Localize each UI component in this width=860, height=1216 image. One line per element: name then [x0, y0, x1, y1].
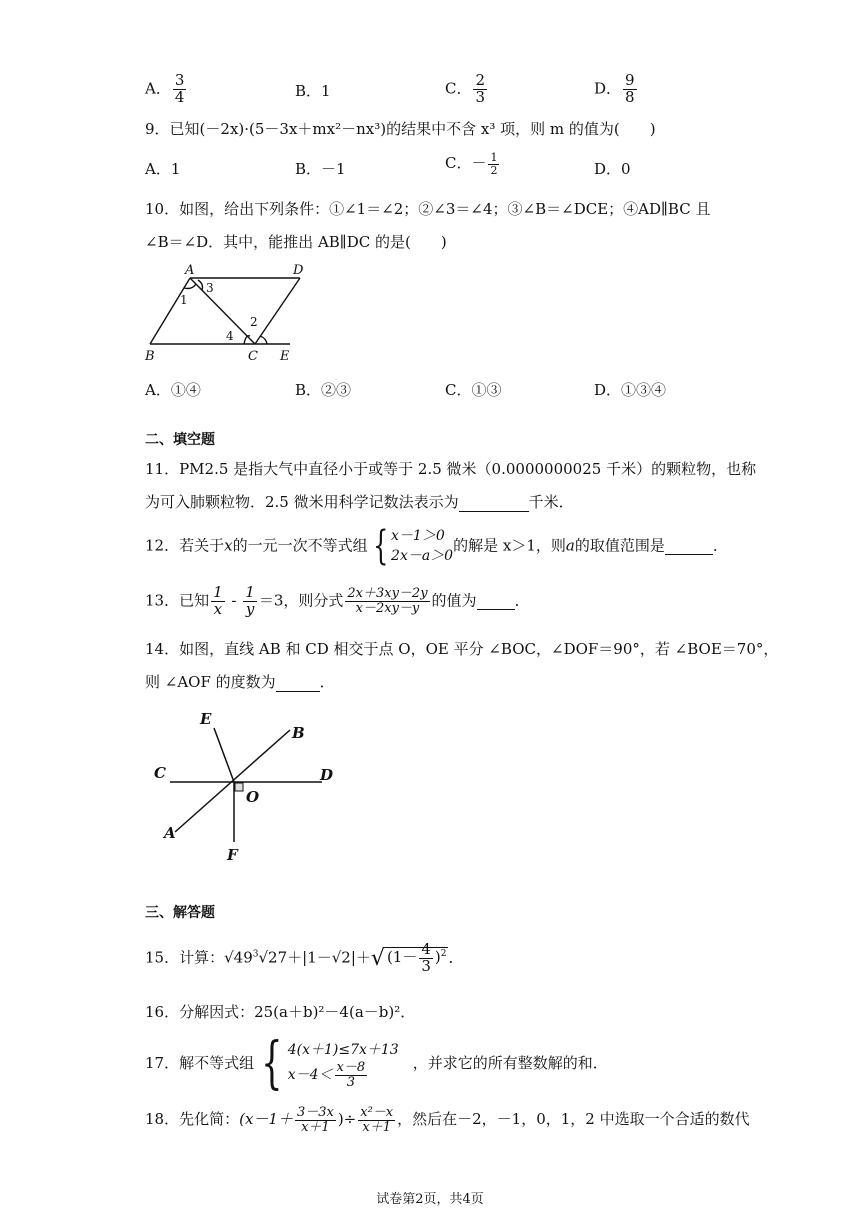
q18-pre: 18．先化简： [145, 1110, 240, 1129]
label-e: E [280, 349, 290, 364]
q13-pre: 13．已知 [145, 591, 210, 610]
q18-f1-den: x＋1 [301, 1119, 330, 1135]
q8-d-num: 9 [625, 71, 635, 89]
q8-d-den: 8 [625, 87, 635, 106]
line-ab [175, 730, 290, 832]
label-f: F [227, 846, 238, 864]
section-fill-in-heading: 二、填空题 [145, 432, 215, 448]
q17-row2-den: 3 [346, 1074, 355, 1090]
q17-row2-num: x－8 [336, 1060, 366, 1076]
q15-radicand [385, 940, 449, 975]
label-c: C [248, 349, 258, 364]
q15-exp: 2 [440, 949, 447, 960]
q12-line [145, 523, 728, 570]
ray-oe [214, 728, 234, 782]
q10-stem-line1: 10．如图，给出下列条件：①∠1＝∠2；②∠3＝∠4；③∠B＝∠DCE；④AD∥BC 且 [145, 200, 711, 218]
q12-row1: x－1＞0 [391, 528, 445, 544]
q8-option-c [445, 73, 489, 106]
q8-a-num: 3 [174, 71, 185, 89]
q14-line2-end: ． [319, 673, 335, 691]
q14-intersecting-lines-figure [150, 706, 350, 866]
q13-post: 的值为 [431, 591, 477, 610]
q14-line1: 14．如图，直线 AB 和 CD 相交于点 O，OE 平分 ∠BOC，∠DOF＝90°，若 ∠BOE＝70°， [145, 640, 779, 658]
q17-row2 [288, 1061, 399, 1089]
q17-pre: 17．解不等式组 [145, 1054, 255, 1072]
q15-inner-pre: (1－ [386, 948, 418, 967]
label-angle-3: 3 [206, 281, 214, 295]
q12-end: ． [712, 536, 728, 555]
q8-c-label: C． [445, 79, 472, 98]
page-footer: 试卷第2页，共4页 [376, 1192, 484, 1207]
q11-line2 [145, 491, 574, 512]
label-b: B [145, 349, 155, 364]
q9-option-c [445, 152, 501, 176]
label-angle-2: 2 [250, 315, 258, 329]
q13-f2-num: 1 [245, 583, 255, 601]
q11-line1: 11．PM2.5 是指大气中直径小于或等于 2.5 微米（0.0000000025 千米）的颗粒物，也称 [145, 460, 757, 478]
diagonal-ac [190, 278, 255, 344]
q16-line: 16．分解因式：25(a＋b)²－4(a－b)²． [145, 1003, 416, 1021]
q13-end: ． [514, 591, 530, 610]
q15-line: 15．计算：$√49^3√27+|1-√2|+√$ (1－ $\frac{4}{3}$ )$^2$ ． [145, 940, 464, 975]
q13-f1-den: x [213, 599, 223, 618]
q18-p2: )÷ [337, 1110, 357, 1129]
q12-mid: 的一元一次不等式组 [232, 536, 368, 555]
q13-line [145, 585, 530, 618]
q11-line2-end: 千米． [528, 493, 574, 511]
q8-c-den: 3 [475, 87, 486, 106]
q18-f2-num: x²－x [360, 1105, 394, 1120]
label-c: C [154, 764, 166, 782]
q13-f1-num: 1 [213, 583, 223, 601]
q14-answer-blank [276, 673, 320, 692]
q8-option-a [145, 73, 188, 106]
label-d: D [293, 263, 304, 278]
q18-p1: (x－1＋ [239, 1110, 293, 1129]
label-b: B [292, 724, 305, 742]
q18-post: ，然后在－2，－1，0，1，2 中选取一个合适的数代 [397, 1110, 750, 1129]
q15-f-num: 4 [421, 940, 431, 958]
q8-b-label: B． [295, 82, 322, 100]
q12-var-a: a [565, 536, 575, 555]
q8-d-label: D． [594, 79, 622, 98]
q9-option-a: A．1 [145, 160, 181, 178]
q18-line [145, 1106, 750, 1134]
q13-minus: - [231, 591, 237, 610]
q8-c-num: 2 [475, 71, 486, 89]
q12-post2: 的取值范围是 [574, 536, 665, 555]
q18-f1-num: 3－3x [296, 1105, 334, 1120]
q9-c-label: C．－ [445, 154, 487, 173]
q12-post: 的解是 x＞1，则 [453, 536, 566, 555]
section-solve-heading: 三、解答题 [145, 905, 215, 921]
q11-line2-text: 为可入肺颗粒物．2.5 微米用科学记数法表示为 [145, 493, 459, 511]
q14-line2-text: 则 ∠AOF 的度数为 [145, 673, 276, 691]
q10-option-c: C．①③ [445, 381, 502, 399]
side-dc [255, 278, 300, 344]
q9-option-b: B．－1 [295, 160, 346, 178]
q17-row2-pre: x－4＜ [287, 1067, 333, 1084]
label-angle-4: 4 [226, 329, 234, 343]
q12-row2: 2x－a＞0 [391, 548, 454, 565]
q15-pre: 15．计算： [145, 948, 225, 967]
q9-stem: 9．已知(－2x)·(5－3x＋mx²－nx³)的结果中不含 x³ 项，则 m 的值为( ) [145, 120, 656, 138]
q8-a-den: 4 [174, 87, 185, 106]
q15-term1: √49 [224, 948, 253, 967]
q12-var-x: x [224, 536, 233, 555]
q11-answer-blank [459, 493, 529, 512]
q10-option-b: B．②③ [295, 381, 352, 399]
q9-c-den: 2 [490, 163, 498, 177]
side-ab [150, 278, 190, 344]
q10-option-a: A．①④ [145, 381, 201, 399]
q12-system: { x－1＞0 2x－a＞0 [372, 523, 454, 570]
right-angle-marker [235, 783, 243, 791]
q18-f2-den: x＋1 [362, 1119, 391, 1135]
q13-f3-num: 2x＋3xy－2y [347, 586, 428, 602]
q13-answer-blank [477, 591, 515, 610]
q15-term2: √27 [258, 948, 288, 967]
q10-option-d: D．①③④ [594, 381, 667, 399]
label-a: A [164, 824, 176, 842]
q12-pre: 12．若关于 [145, 536, 225, 555]
q9-c-num: 1 [490, 151, 498, 164]
q10-stem-line2: ∠B＝∠D．其中，能推出 AB∥DC 的是( ) [145, 233, 447, 251]
angle-2-arc [260, 336, 267, 344]
label-d: D [320, 766, 334, 784]
q8-a-label: A． [145, 79, 171, 98]
q17-line [145, 1031, 608, 1096]
q9-option-d: D．0 [594, 160, 631, 178]
q17-post: ，并求它的所有整数解的和． [412, 1054, 608, 1072]
q14-line2 [145, 671, 335, 692]
label-a: A [185, 263, 195, 278]
q13-f3-den: x－2xy－y [355, 600, 420, 616]
q8-option-b [295, 80, 331, 101]
q10-parallelogram-figure [140, 262, 304, 367]
q8-b-val: 1 [321, 82, 331, 100]
label-o: O [246, 788, 260, 806]
q12-answer-blank [665, 536, 713, 555]
q15-end: ． [448, 948, 464, 967]
q8-option-d [594, 73, 639, 106]
q15-root-index: 3 [252, 949, 259, 960]
q15-inner-post: ) [434, 948, 441, 967]
q13-f2-den: y [245, 599, 255, 618]
q15-term3: ＋|1－√2|＋ [287, 948, 371, 967]
angle-4-arc [244, 336, 250, 344]
label-angle-1: 1 [180, 293, 188, 307]
label-e: E [200, 710, 212, 728]
q17-system: { 4(x＋1)≤7x＋13 x－4＜ $\frac{x-8}{3}$ [261, 1031, 399, 1096]
q17-row1: 4(x＋1)≤7x＋13 [287, 1041, 399, 1058]
q13-eq: ＝3，则分式 [258, 591, 344, 610]
q15-f-den: 3 [421, 956, 431, 975]
